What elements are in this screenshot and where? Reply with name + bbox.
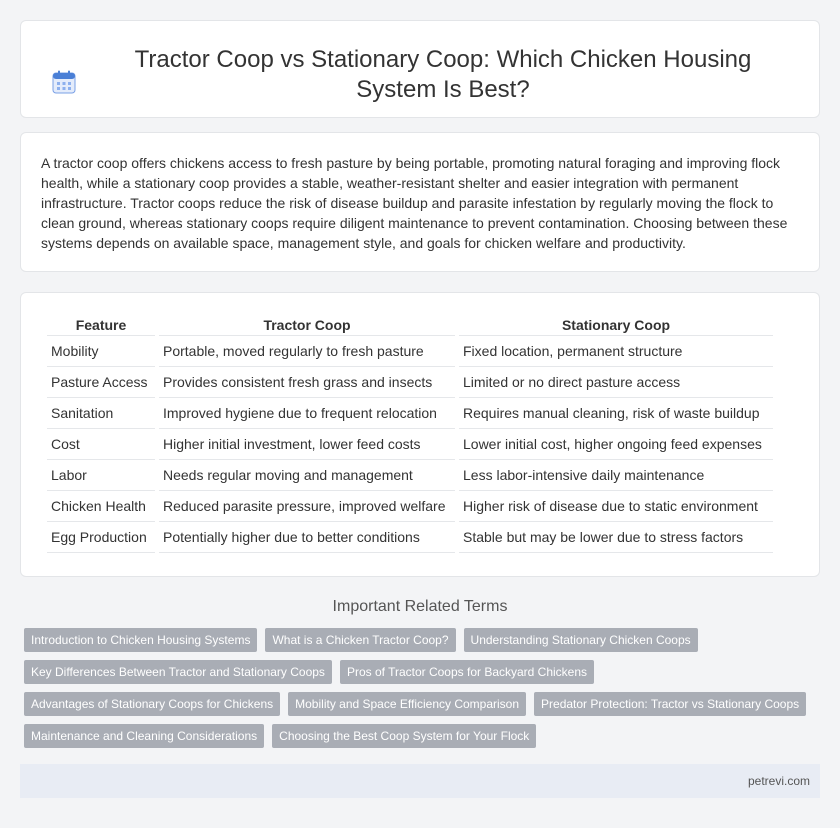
calendar-icon [51, 69, 77, 95]
title-card [20, 20, 820, 118]
cell-stationary: Stable but may be lower due to stress factors [459, 522, 773, 553]
comparison-card [20, 292, 820, 577]
page-title: Tractor Coop vs Stationary Coop: Which Chicken Housing System Is Best? [134, 46, 752, 103]
related-term-tag[interactable]: Predator Protection: Tractor vs Stationary Coops [534, 692, 806, 716]
cell-feature: Chicken Health [47, 491, 155, 522]
related-term-tag[interactable]: What is a Chicken Tractor Coop? [265, 628, 455, 652]
table-row [47, 398, 773, 429]
header-tractor-coop: Tractor Coop [159, 314, 455, 336]
table-row [47, 336, 773, 367]
table-row [47, 429, 773, 460]
cell-feature: Mobility [47, 336, 155, 367]
related-term-tag[interactable]: Pros of Tractor Coops for Backyard Chickens [340, 660, 594, 684]
table-header-row [47, 314, 773, 336]
cell-feature: Labor [47, 460, 155, 491]
related-terms-heading: Important Related Terms [332, 598, 508, 615]
related-term-tag[interactable]: Choosing the Best Coop System for Your Flock [272, 724, 536, 748]
related-term-tag[interactable]: Key Differences Between Tractor and Stationary Coops [24, 660, 332, 684]
cell-tractor: Needs regular moving and management [159, 460, 455, 491]
cell-feature: Egg Production [47, 522, 155, 553]
header-stationary-coop: Stationary Coop [459, 314, 773, 336]
intro-card [20, 132, 820, 272]
cell-stationary: Lower initial cost, higher ongoing feed expenses [459, 429, 773, 460]
footer-site-link[interactable]: petrevi.com [747, 774, 810, 788]
cell-tractor: Provides consistent fresh grass and insects [159, 367, 455, 398]
cell-stationary: Less labor-intensive daily maintenance [459, 460, 773, 491]
cell-stationary: Limited or no direct pasture access [459, 367, 773, 398]
table-row [47, 367, 773, 398]
header-feature: Feature [47, 314, 155, 336]
cell-tractor: Higher initial investment, lower feed costs [159, 429, 455, 460]
intro-paragraph: A tractor coop offers chickens access to fresh pasture by being portable, promoting natural foraging and improving flock health, while a stationary coop provides a stable, weather-resistant shelter and easier integration with permanent infrastructure. Tractor coops reduce the risk of disease buildup and parasite infestation by regularly moving the flock to clean ground, whereas stationary coops require diligent maintenance to prevent contamination. Choosing between these systems depends on available space, management style, and goals for chicken welfare and productivity. [41, 155, 788, 251]
cell-feature: Sanitation [47, 398, 155, 429]
cell-stationary: Higher risk of disease due to static environment [459, 491, 773, 522]
cell-tractor: Potentially higher due to better conditions [159, 522, 455, 553]
related-terms-list [24, 628, 824, 756]
cell-tractor: Improved hygiene due to frequent relocation [159, 398, 455, 429]
related-term-tag[interactable]: Mobility and Space Efficiency Comparison [288, 692, 526, 716]
related-term-tag[interactable]: Introduction to Chicken Housing Systems [24, 628, 257, 652]
cell-stationary: Fixed location, permanent structure [459, 336, 773, 367]
related-term-tag[interactable]: Understanding Stationary Chicken Coops [464, 628, 698, 652]
cell-tractor: Portable, moved regularly to fresh pasture [159, 336, 455, 367]
cell-tractor: Reduced parasite pressure, improved welfare [159, 491, 455, 522]
table-row [47, 522, 773, 553]
cell-feature: Pasture Access [47, 367, 155, 398]
related-term-tag[interactable]: Maintenance and Cleaning Considerations [24, 724, 264, 748]
table-row [47, 491, 773, 522]
comparison-table [43, 314, 777, 553]
footer [20, 764, 820, 798]
related-term-tag[interactable]: Advantages of Stationary Coops for Chickens [24, 692, 280, 716]
cell-feature: Cost [47, 429, 155, 460]
cell-stationary: Requires manual cleaning, risk of waste buildup [459, 398, 773, 429]
table-row [47, 460, 773, 491]
